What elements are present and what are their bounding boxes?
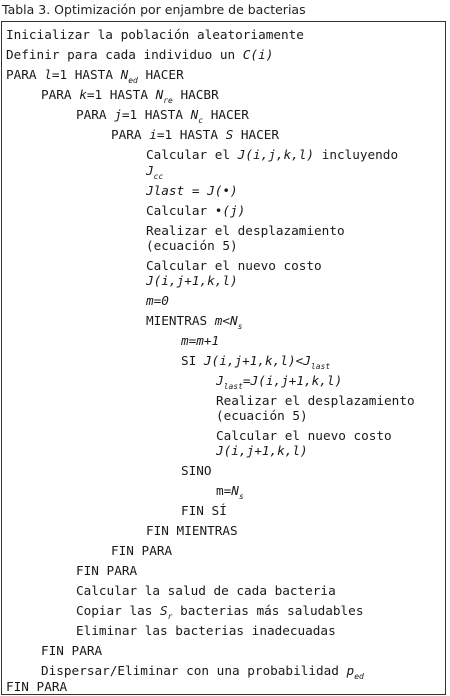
algo-line-jlast: Jlast = J(•) (146, 183, 238, 198)
algo-line-update-jlast: $J_{last}=J(i,j+1,k,l)$ (216, 373, 343, 391)
algo-line-disperse: Dispersar/Eliminar con una probabilidad $p_{ed}$ (41, 663, 364, 681)
algo-line-init: Inicializar la población aleatoriamente (6, 27, 304, 42)
algo-line-for-l: PARA l=1 HASTA $N_{ed}$ HACER (6, 67, 184, 85)
algo-line-new-cost-inner-expr: J(i,j+1,k,l) (216, 443, 308, 458)
algo-line-jcc: $J_{cc}$ (146, 163, 164, 181)
algo-line-while: MIENTRAS $m<N_s$ (146, 313, 243, 331)
algo-line-for-k: PARA k=1 HASTA $N_{re}$ HACBR (41, 87, 219, 105)
algo-line-calc-phi: Calcular •(j) (146, 203, 246, 218)
algo-line-new-cost-expr: J(i,j+1,k,l) (146, 273, 238, 288)
algo-line-for-i: PARA i=1 HASTA S HACER (111, 127, 280, 142)
algo-line-define: Definir para cada individuo un C(i) (6, 47, 274, 62)
algo-line-end-for-k: FIN PARA (41, 643, 103, 658)
algo-line-for-j: PARA j=1 HASTA $N_c$ HACER (76, 107, 249, 125)
algo-line-eliminate: Eliminar las bacterias inadecuadas (76, 623, 336, 638)
algo-line-m-ns: $m=N_s$ (216, 483, 244, 501)
algo-line-else: SINO (181, 463, 212, 478)
algo-line-m-init: m=0 (146, 293, 169, 308)
algo-line-end-for-j: FIN PARA (76, 563, 138, 578)
algo-line-m-inc: m=m+1 (181, 333, 220, 348)
algo-line-move-inner: Realizar el desplazamiento (216, 393, 415, 408)
algo-line-calc-j: Calcular el J(i,j,k,l) incluyendo (146, 147, 399, 162)
table-caption: Tabla 3. Optimización por enjambre de bacterias (2, 2, 306, 17)
algo-line-new-cost-inner: Calcular el nuevo costo (216, 428, 392, 443)
algo-line-if: SI $J(i,j+1,k,l)<J_{last}$ (181, 353, 331, 371)
algo-line-end-for-i: FIN PARA (111, 543, 173, 558)
algo-line-end-if: FIN SÍ (181, 503, 227, 518)
algo-line-eq5: (ecuación 5) (146, 238, 238, 253)
algo-line-health: Calcular la salud de cada bacteria (76, 583, 336, 598)
algo-line-new-cost: Calcular el nuevo costo (146, 258, 322, 273)
algo-line-eq5-inner: (ecuación 5) (216, 408, 308, 423)
algo-line-end-while: FIN MIENTRAS (146, 523, 238, 538)
algo-line-move: Realizar el desplazamiento (146, 223, 345, 238)
algo-line-copy: Copiar las $S_r$ bacterias más saludables (76, 603, 364, 621)
algo-line-end-for-l: FIN PARA (6, 679, 68, 694)
